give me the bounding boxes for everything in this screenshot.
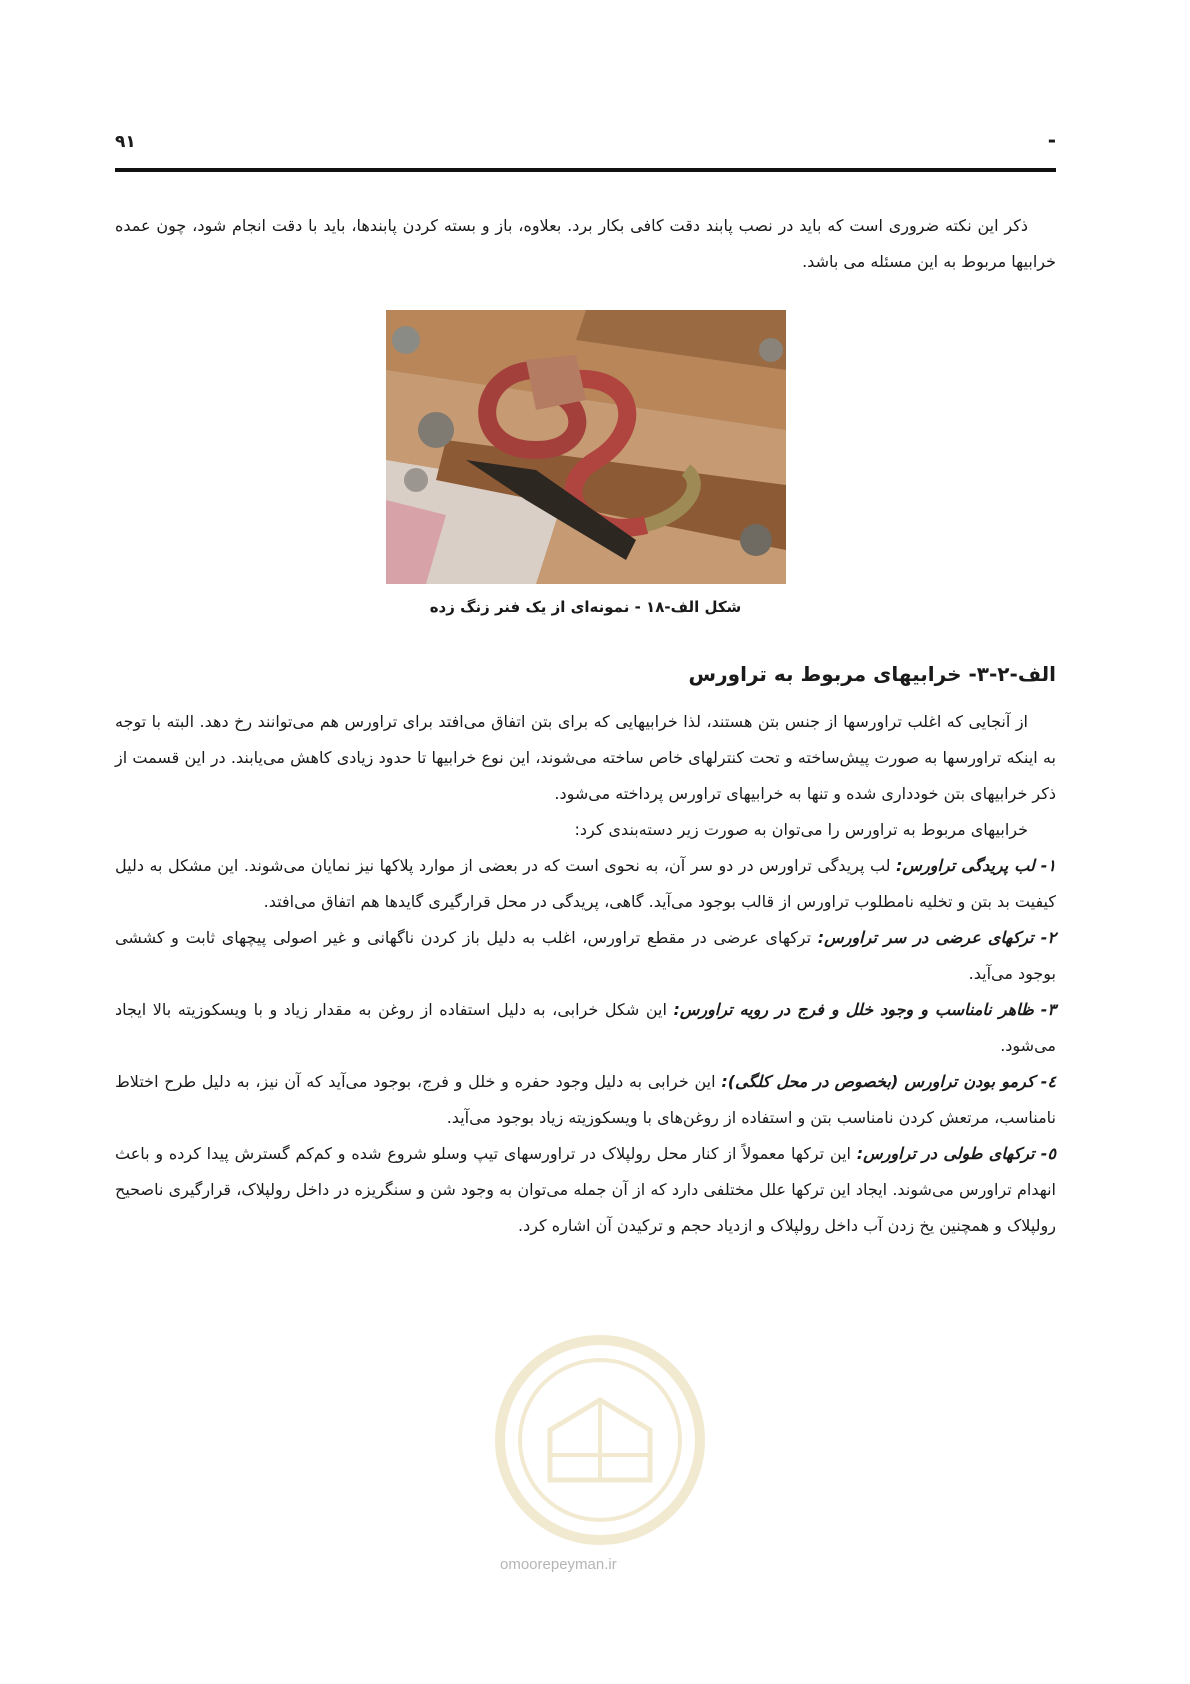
list-item-4 [115, 1064, 1056, 1136]
figure-caption: شکل الف-۱۸ - نمونه‌ای از یک فنر زنگ زده [429, 598, 742, 616]
item-lead: ۳- ظاهر نامناسب و وجود خلل و فرج در رویه تراورس: [673, 1000, 1057, 1019]
header-rule [115, 168, 1056, 172]
list-item-3 [115, 992, 1056, 1064]
item-text: این ترکها معمولاً از کنار محل رولپلاک در تراورسهای تیپ وسلو شروع شده و کم‌کم گسترش پیدا کرده و باعث انهدام تراورس می‌شوند. ایجاد این ترکها علل مختلفی دارد که از آن جمله می‌توان به وجود شن و سنگریزه در داخل رولپلاک، قرارگیری ناصحیح رولپلاک و همچنین یخ زدن آب داخل رولپلاک و ازدیاد حجم و ترکیدن آن اشاره کرد. [115, 1144, 1056, 1235]
watermark-seal [490, 1330, 710, 1560]
page-header [115, 128, 1056, 178]
figure [115, 310, 1056, 616]
item-text: این شکل خرابی، به دلیل استفاده از روغن به مقدار زیاد و با ویسکوزیته بالا ایجاد می‌شود. [115, 1000, 1056, 1055]
list-item-5 [115, 1136, 1056, 1244]
watermark-site: omoorepeyman.ir [500, 1556, 617, 1573]
section-paragraph-1: از آنجایی که اغلب تراورسها از جنس بتن هستند، لذا خرابیهایی که برای بتن اتفاق می‌افتد برای تراورس هم می‌توانند رخ دهد. البته با توجه به اینکه تراورسها به صورت پیش‌ساخته و تحت کنترلهای خاص ساخته می‌شوند، این نوع خرابیها تا حدود زیادی کاهش می‌یابند. در این قسمت از ذکر خرابیهای بتن خودداری شده و تنها به خرابیهای تراورس پرداخته می‌شود. [115, 712, 1056, 803]
item-text: لب پریدگی تراورس در دو سر آن، به نحوی است که در بعضی از موارد پلاکها نیز نمایان می‌شوند. این مشکل به دلیل کیفیت بد بتن و تخلیه نامطلوب تراورس از قالب بوجود می‌آید. گاهی، پریدگی در محل قرارگیری گایدها هم اتفاق می‌افتد. [115, 856, 1056, 911]
page-body [115, 208, 1056, 1244]
item-text: ترکهای عرضی در مقطع تراورس، اغلب به دلیل باز کردن ناگهانی و غیر اصولی پیچهای ثابت و کششی بوجود می‌آید. [115, 928, 1056, 983]
list-item-1 [115, 848, 1056, 920]
rusted-spring-photo [386, 310, 786, 584]
item-lead: ٤- کرمو بودن تراورس (بخصوص در محل کلگی): [721, 1072, 1056, 1091]
section-paragraph-2: خرابیهای مربوط به تراورس را می‌توان به صورت زیر دسته‌بندی کرد: [574, 820, 1028, 839]
item-lead: ۲- ترکهای عرضی در سر تراورس: [817, 928, 1057, 947]
section-heading: الف-۲-۳- خرابیهای مربوط به تراورس [688, 662, 1056, 686]
item-text: این خرابی به دلیل وجود حفره و خلل و فرج، بوجود می‌آید که آن نیز، به دلیل طرح اختلاط نامناسب، مرتعش کردن نامناسب بتن و استفاده از روغن‌های با ویسکوزیته زیاد بوجود می‌آید. [115, 1072, 1056, 1127]
intro-paragraph: ذکر این نکته ضروری است که باید در نصب پابند دقت کافی بکار برد. بعلاوه، باز و بسته کردن پابندها، باید با دقت انجام شود، چون عمده خرابیها مربوط به این مسئله می باشد. [115, 216, 1056, 271]
list-item-2 [115, 920, 1056, 992]
item-lead: ٥- ترکهای طولی در تراورس: [856, 1144, 1057, 1163]
rusted-spring-illustration [386, 310, 786, 584]
page-number: ۹۱ [115, 132, 136, 152]
item-lead: ۱- لب پریدگی تراورس: [896, 856, 1056, 875]
header-dash: - [1047, 128, 1056, 152]
